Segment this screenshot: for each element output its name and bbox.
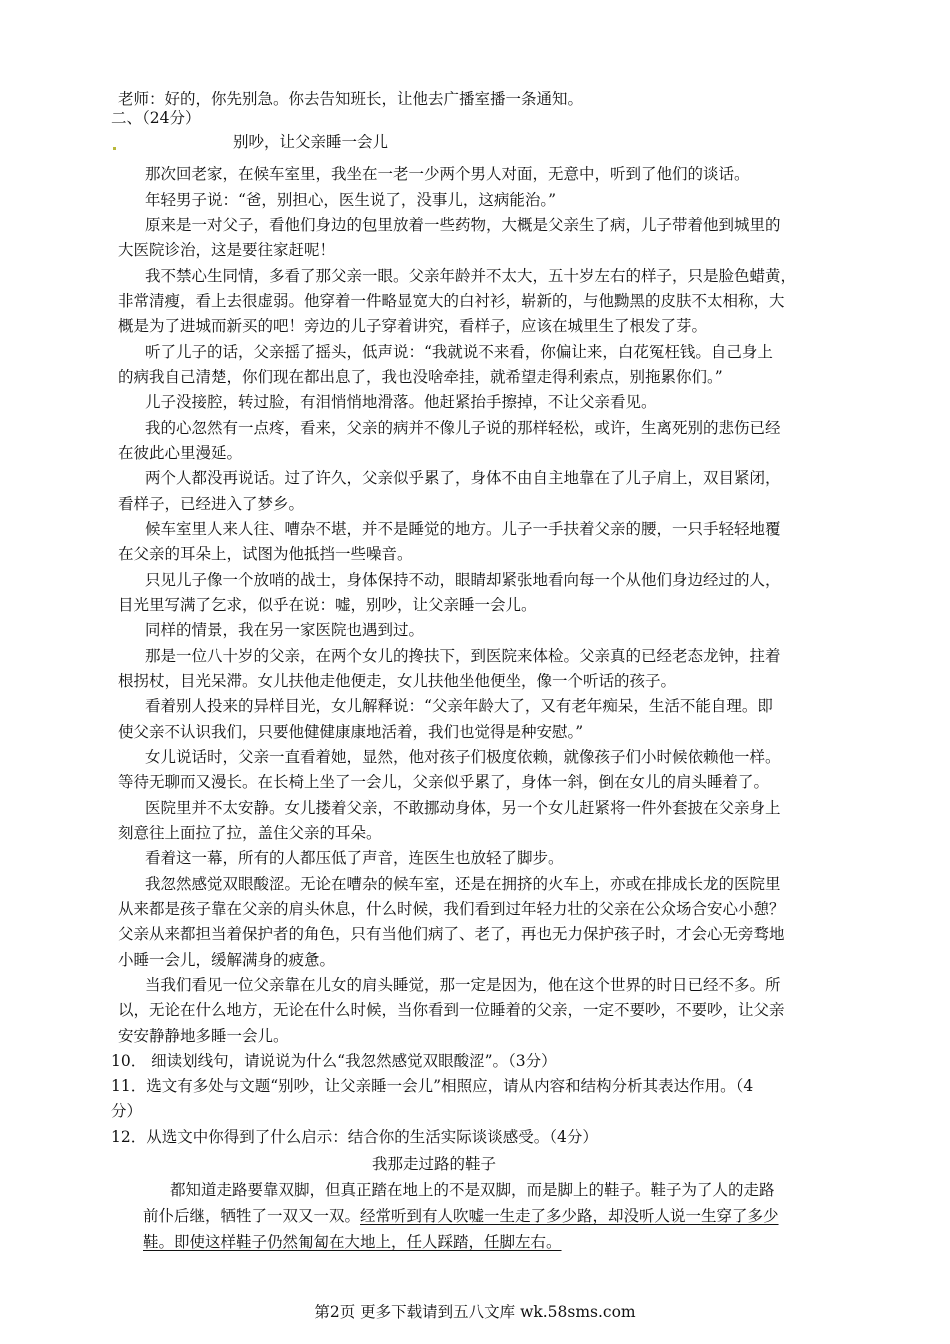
story2-line [143, 1206, 779, 1228]
story2-line [143, 1232, 562, 1254]
story1-line: 在父亲的耳朵上，试图为他抵挡一些噪音。 [118, 545, 413, 563]
story1-line: 听了儿子的话，父亲摇了摇头，低声说：“我就说不来看，你偏让来，白花冤枉钱。自己身上 [145, 343, 773, 361]
story1-line: 以，无论在什么地方，无论在什么时候，当你看到一位睡着的父亲，一定不要吵，不要吵，让父亲 [118, 1001, 785, 1019]
page-footer: 第2页 更多下载请到五八文库 wk.58sms.com [314, 1303, 636, 1321]
question-12: 12．从选文中你得到了什么启示：结合你的生活实际谈谈感受。（4分） [111, 1128, 598, 1146]
story1-line: 大医院诊治，这是要往家赶呢！ [118, 241, 336, 259]
section-heading: 二、（24分） [111, 109, 201, 127]
story1-line: 目光里写满了乞求，似乎在说：嘘，别吵，让父亲睡一会儿。 [118, 596, 537, 614]
question-10: 10． 细读划线句，请说说为什么“我忽然感觉双眼酸涩”。（3分） [111, 1052, 557, 1070]
story1-line: 等待无聊而又漫长。在长椅上坐了一会儿，父亲似乎累了，身体一斜，倒在女儿的肩头睡着了。 [118, 773, 770, 791]
story1-line: 只见儿子像一个放哨的战士，身体保持不动，眼睛却紧张地看向每一个从他们身边经过的人， [145, 571, 781, 589]
story1-line: 那是一位八十岁的父亲，在两个女儿的搀扶下，到医院来体检。父亲真的已经老态龙钟，拄着 [145, 647, 781, 665]
story1-line: 的病我自己清楚，你们现在都出息了，我也没啥牵挂，就希望走得利索点，别拖累你们。” [118, 368, 723, 386]
header-dialogue-line: 老师：好的，你先别急。你去告知班长，让他去广播室播一条通知。 [118, 90, 584, 108]
story1-line: 刻意往上面拉了拉，盖住父亲的耳朵。 [118, 824, 382, 842]
story2-line: 都知道走路要靠双脚，但真正踏在地上的不是双脚，而是脚上的鞋子。鞋子为了人的走路 [170, 1181, 775, 1199]
story1-line: 非常清瘦，看上去很虚弱。他穿着一件略显宽大的白衬衫，崭新的，与他黝黑的皮肤不太相称，大 [118, 292, 785, 310]
story1-line: 安安静静地多睡一会儿。 [118, 1027, 289, 1045]
question-11: 11．选文有多处与文题“别吵，让父亲睡一会儿”相照应，请从内容和结构分析其表达作用。（4 [111, 1077, 754, 1095]
story1-line: 从来都是孩子靠在父亲的肩头休息，什么时候，我们看到过年轻力壮的父亲在公众场合安心小憩？ [118, 900, 785, 918]
story1-line: 年轻男子说：“爸，别担心，医生说了，没事儿，这病能治。” [145, 191, 557, 209]
story1-line: 候车室里人来人往、嘈杂不堪，并不是睡觉的地方。儿子一手扶着父亲的腰，一只手轻轻地覆 [145, 520, 781, 538]
story1-line: 我的心忽然有一点疼，看来，父亲的病并不像儿子说的那样轻松，或许，生离死别的悲伤已经 [145, 419, 781, 437]
story1-line: 根拐杖，目光呆滞。女儿扶他走他便走，女儿扶他坐他便坐，像一个听话的孩子。 [118, 672, 677, 690]
story1-line: 同样的情景，我在另一家医院也遇到过。 [145, 621, 425, 639]
story1-line: 看样子，已经进入了梦乡。 [118, 495, 305, 513]
story1-line: 看着这一幕，所有的人都压低了声音，连医生也放轻了脚步。 [145, 849, 564, 867]
story2-underlined-sentence-continued: 鞋。即使这样鞋子仍然匍匐在大地上，任人踩踏，任脚左右。 [143, 1233, 562, 1251]
story2-underlined-sentence: 经常听到有人吹嘘一生走了多少路，却没听人说一生穿了多少 [360, 1207, 779, 1225]
story1-title: 别吵，让父亲睡一会儿 [233, 133, 389, 151]
story1-line: 概是为了进城而新买的吧！旁边的儿子穿着讲究，看样子，应该在城里生了根发了芽。 [118, 317, 708, 335]
story1-line: 那次回老家，在候车室里，我坐在一老一少两个男人对面，无意中，听到了他们的谈话。 [145, 165, 750, 183]
story1-line: 使父亲不认识我们，只要他健健康康地活着，我们也觉得是种安慰。” [118, 723, 584, 741]
story1-line: 我忽然感觉双眼酸涩。无论在嘈杂的候车室，还是在拥挤的火车上，亦或在排成长龙的医院里 [145, 875, 781, 893]
story1-line: 儿子没接腔，转过脸，有泪悄悄地滑落。他赶紧抬手擦掉，不让父亲看见。 [145, 393, 657, 411]
decorative-dot [113, 147, 116, 150]
story1-line: 当我们看见一位父亲靠在儿女的肩头睡觉，那一定是因为，他在这个世界的时日已经不多。所 [145, 976, 781, 994]
story1-line: 医院里并不太安静。女儿搂着父亲，不敢挪动身体，另一个女儿赶紧将一件外套披在父亲身上 [145, 799, 781, 817]
story1-line: 看着别人投来的异样目光，女儿解释说：“父亲年龄大了，又有老年痴呆，生活不能自理。即 [145, 697, 773, 715]
story1-line: 在彼此心里漫延。 [118, 444, 243, 462]
story1-line: 小睡一会儿，缓解满身的疲惫。 [118, 951, 336, 969]
question-11-continued: 分） [111, 1102, 143, 1120]
story2-title: 我那走过路的鞋子 [372, 1155, 497, 1173]
story1-line: 父亲从来都担当着保护者的角色，只有当他们病了、老了，再也无力保护孩子时，才会心无旁骛地 [118, 925, 785, 943]
story1-line: 原来是一对父子，看他们身边的包里放着一些药物，大概是父亲生了病，儿子带着他到城里的 [145, 216, 781, 234]
story1-line: 两个人都没再说话。过了许久，父亲似乎累了，身体不由自主地靠在了儿子肩上，双目紧闭， [145, 469, 781, 487]
story2-line-text: 前仆后继，牺牲了一双又一双。 [143, 1207, 361, 1225]
story1-line: 我不禁心生同情，多看了那父亲一眼。父亲年龄并不太大，五十岁左右的样子，只是脸色蜡黄， [145, 267, 797, 285]
story1-line: 女儿说话时，父亲一直看着她，显然，他对孩子们极度依赖，就像孩子们小时候依赖他一样。 [145, 748, 781, 766]
